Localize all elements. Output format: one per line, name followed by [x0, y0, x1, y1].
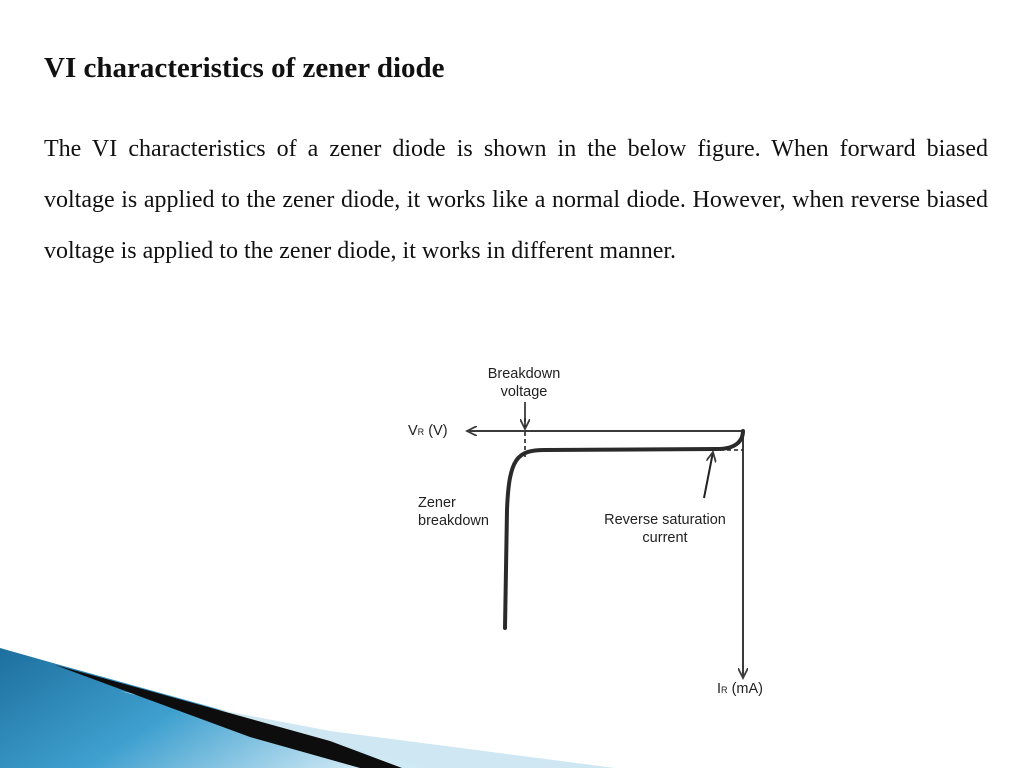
slide-body-text: The VI characteristics of a zener diode is shown in the below figure. When forward biased voltage is applied to the zener diode, it works like a normal diode. However, when reverse biased voltage is applied to the zener diode, it works in different manner. [44, 136, 988, 264]
vr-unit: (V) [428, 423, 448, 439]
zener-label-line2: breakdown [418, 513, 489, 529]
saturation-pointer-arrow [704, 452, 713, 498]
breakdown-label-line1: Breakdown [487, 366, 561, 382]
saturation-label-line1: Reverse saturation [604, 512, 726, 528]
breakdown-voltage-label [479, 365, 569, 401]
vr-axis-label [408, 422, 448, 441]
saturation-label-line2: current [642, 530, 688, 546]
zener-label-line1: Zener [418, 495, 456, 511]
ir-subscript: R [721, 685, 728, 695]
ir-symbol: I [717, 681, 722, 697]
ir-axis-label [717, 680, 763, 699]
corner-decoration [0, 643, 620, 768]
slide-title: VI characteristics of zener diode [44, 52, 445, 84]
reverse-saturation-label [595, 511, 735, 547]
breakdown-label-line2: voltage [500, 384, 548, 400]
ir-unit: (mA) [731, 681, 763, 697]
vr-subscript: R [417, 427, 425, 437]
vr-symbol: V [408, 423, 418, 439]
zener-breakdown-label [418, 494, 489, 530]
